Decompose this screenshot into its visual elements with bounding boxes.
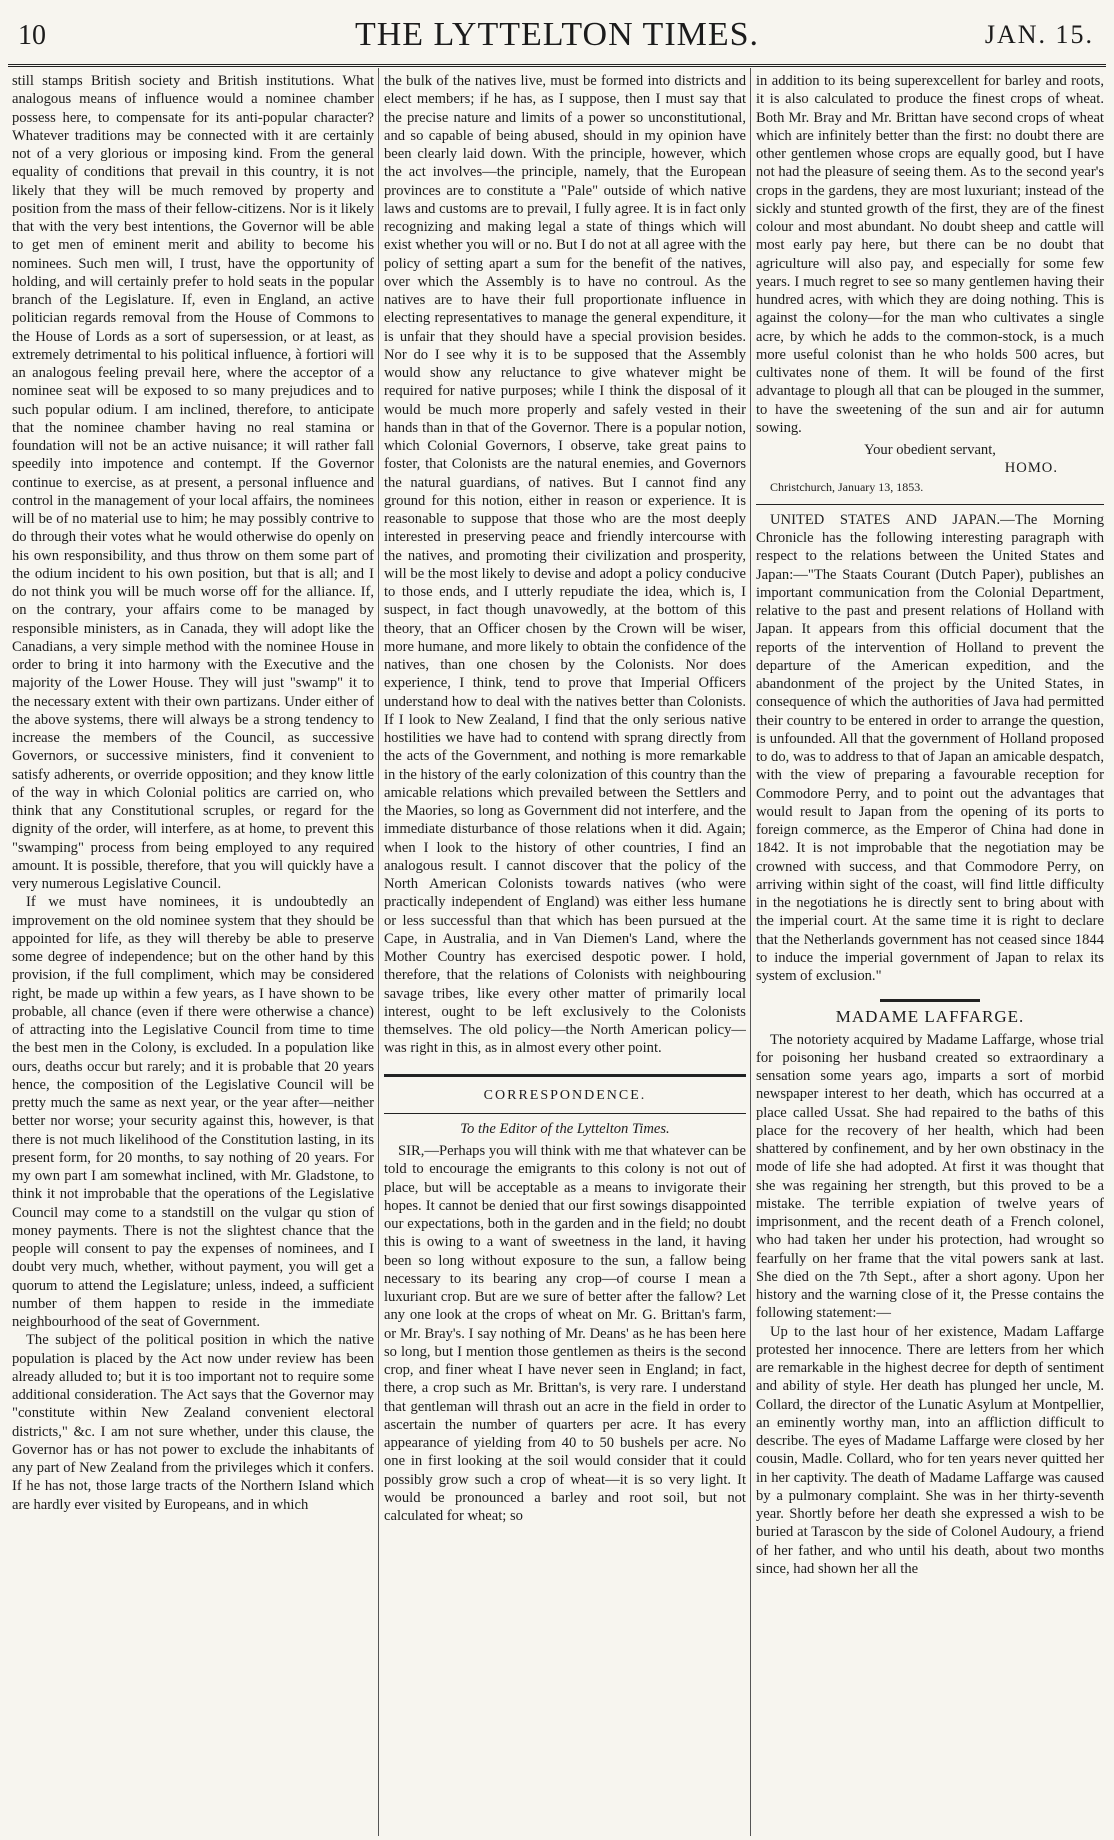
column-divider <box>378 68 379 1836</box>
article-paragraph: The notoriety acquired by Madame Laffarge, whose trial for poisoning her husband created so extraordinary a sensation some years ago, imparts a sort of morbid newspaper interest to her death, which has occurred at a place called Ussat. She had repaired to the baths of this place for the recovery of her health, which had been shattered by confinement, and by her own obstinacy in the mode of life she had adopted. At first it was thought that she was regaining her strength, but this proved to be a mistake. The terrible expiation of twelve years of imprisonment, and the recent death of a French colonel, who had taken her under his protection, had wrought so fearfully on her frame that the vital powers sank at last. She died on the 7th Sept., after a short agony. Upon her history and the warning close of it, the Presse contains the following statement:— <box>756 1031 1104 1322</box>
heading-rule <box>384 1113 746 1114</box>
masthead-rule <box>8 64 1106 67</box>
news-item-body: —The Morning Chronicle has the following interesting paragraph with respect to the relations between the United States and Japan:—"The Staats Courant (Dutch Paper), publishes an important communication from the Colonial Department, relative to the past and present relations of Holland with Japan. It appears from this official document that the reports of the intervention of Holland to prevent the departure of the American expedition, and the abandonment of the project by the United States, in consequence of which the authorities of Java had permitted their country to be entered in order to arrange the question, is unfounded. All that the government of Holland proposed to do, was to address to that of Japan an amicable despatch, with the view of preparing a favourable reception for Commodore Perry, and to point out the advantages that would result to Japan from the opening of its ports to foreign commerce, as the Emperor of China had done in 1842. It is not improbable that the negotiation may be crowned with success, and that Commodore Perry, on arriving within sight of the coast, will find little difficulty in the negotiations he is directly sent to bring about with the imperial court. At the same time it is right to declare that the Netherlands government has not ceased since 1844 to induce the imperial government of Japan to relax its system of exclusion." <box>756 511 1104 984</box>
laffarge-heading: MADAME LAFFARGE. <box>835 1007 1025 1027</box>
news-item-label: UNITED STATES AND JAPAN. <box>770 511 1001 528</box>
column-2 <box>384 72 746 1836</box>
section-rule <box>880 999 980 1002</box>
news-item-us-japan <box>756 511 1104 986</box>
letter-paragraph: in addition to its being superexcellent for barley and roots, it is also calculated to produce the finest crops of wheat. Both Mr. Bray and Mr. Brittan have second crops of wheat which are infinitely better than the first: no doubt there are other gentlemen whose crops are equally good, but I have not had the pleasure of seeing them. As to the second year's crops in the gardens, they are most luxuriant; instead of the sickly and stunted growth of the first, they are of the finest colour and most abundant. No doubt sheep and cattle will most early pay here, but there can be no doubt that agriculture will also pay, and especially for some few years. I much regret to see so many gentlemen having their hundred acres, with which they are doing nothing. This is against the colony—for the man who cultivates a single acre, by which he adds to the common-stock, is a much more useful colonist than he who holds 500 acres, but cultivates none of them. It will be found of the first advantage to plough all that can be plouged in the summer, to have the sweetening of the sun and air for autumn sowing. <box>756 73 1104 436</box>
article-paragraph: The subject of the political position in which the native population is placed by the Act now under review has been already alluded to; but it is too important not to require some additional consideration. The Act says that the Governor may "constitute within New Zealand convenient electoral districts," &c. I am not sure whether, under this clause, the Governor has or has not power to exclude the inhabitants of any part of New Zealand from the privileges which it confers. If he has not, those large tracts of the Northern Island which are hardly ever visited by Europeans, and in which <box>12 1332 374 1513</box>
section-rule <box>384 1074 746 1077</box>
letter-paragraph: SIR,—Perhaps you will think with me that whatever can be told to encourage the emigrants to this colony is not out of place, but will be acceptable as a means to invigorate their hopes. It cannot be denied that our first sowings disappointed our expectations, both in the garden and in the field; no doubt this is owing to a want of sweetness in the land, it having been so long without exposure to the sun, a fallow being necessary to its bearing any crop—of course I mean a luxuriant crop. But are we sure of better after the fallow? Let any one look at the crops of wheat on Mr. G. Brittan's farm, or Mr. Bray's. I say nothing of Mr. Deans' as he has been here so long, but I mention those gentlemen as theirs is the second crop, and finer wheat I have never seen in England; in fact, there, a crop such as Mr. Brittan's, is very rare. I understand that gentleman will thrash out an acre in the field in order to ascertain the number of quarters per acre. It has every appearance of yielding from 40 to 50 bushels per acre. No one in first looking at the soil would consider that it could possibly grow such a crop of wheat—it is so very light. It would be pronounced a barley and root soil, but not calculated for wheat; so <box>384 1143 746 1524</box>
letter-addressee: To the Editor of the Lyttelton Times. <box>460 1120 670 1137</box>
column-1 <box>12 72 374 1836</box>
section-rule <box>756 504 1104 505</box>
column-divider <box>750 68 751 1836</box>
newspaper-title: THE LYTTELTON TIMES. <box>354 16 760 53</box>
correspondence-heading: CORRESPONDENCE. <box>483 1087 647 1103</box>
article-paragraph: If we must have nominees, it is undoubtedly an improvement on the old nominee system that they should be appointed for life, as they will thereby be able to preserve some degree of independence; but on the other hand by this provision, if the full compliment, which may be considered right, be made up within a few years, as I have shown to be probable, all chance (even if there were otherwise a chance) of attracting into the Legislative Council from time to time the best men in the Colony, is excluded. In a population like ours, deaths occur but rarely; and it is probable that 20 years hence, the composition of the Legislative Council will be pretty much the same as next year, or the year after—neither better nor worse; your security against this, however, is that there is not much likelihood of the Constitution lasting, in its present form, for 20 months, to say nothing of 20 years. For my own part I am somewhat inclined, with Mr. Gladstone, to think it not improbable that the operations of the Legislative Council may come to a standstill on the vulgar qu stion of money payments. There is not the slightest chance that the people will consent to pay the expenses of nominees, and I doubt very much, whether, without payment, you will get a quorum to attend the Legislature; unless, indeed, a sufficient number of them happen to reside in the immediate neighbourhood of the seat of Government. <box>12 894 374 1330</box>
column-3 <box>756 72 1104 1836</box>
article-paragraph: Up to the last hour of her existence, Madam Laffarge protested her innocence. There are letters from her which are remarkable in the highest decree for depth of sentiment and ability of style. Her death has plunged her uncle, M. Collard, the director of the Lunatic Asylum at Montpellier, an eminently worthy man, into an affliction difficult to describe. The eyes of Madame Laffarge were closed by her cousin, Madle. Collard, who for ten years never quitted her in her captivity. The death of Madame Laffarge was caused by a pulmonary complaint. She was in her thirty-seventh year. Shortly before her death she expressed a wish to be buried at Tarascon by the side of Colonel Audoury, a friend of her father, and who until his death, about two months since, had shown her all the <box>756 1323 1104 1577</box>
masthead <box>8 16 1106 64</box>
letter-signer: HOMO. <box>1004 460 1058 477</box>
article-paragraph: still stamps British society and British institutions. What analogous means of influence would a nominee chamber possess here, to compensate for its anti-popular character? Whatever traditions may be connected with it are certainly not of a very glorious or imposing kind. From the general equality of conditions that prevail in this country, it is not likely that they will be much removed by property and position from the mass of their fellow-citizens. Nor is it likely that with the very best intentions, the Governor will be able to get men of eminent merit and ability to become his nominees. Such men will, I trust, have the opportunity of holding, and will certainly prefer to hold seats in the popular branch of the Legislature. If, even in England, an active politician regards removal from the House of Commons to the House of Lords as a sort of supersession, or at least, as extremely detrimental to his political influence, à fortiori will an analogous feeling prevail here, where the acceptor of a nominee seat will be exposed to so many prejudices and to such popular odium. I am inclined, therefore, to anticipate that the nominee chamber having no real stamina or foundation will not be an active nuisance; it will rather fall speedily into impotence and contempt. If the Governor continue to exercise, as at present, a personal influence and control in the management of your local affairs, the nominees will be of no material use to him; he may possibly contrive to do through their votes what he would otherwise do openly on his own responsibility, and thus throw on them some part of the odium incident to his own position, but that is all; and I do not think you will be much worse off for the alliance. If, on the contrary, your affairs come to be managed by responsible ministers, as in Canada, they will adopt like the Canadians, a very simple method with the nominee House in order to bring it into harmony with the Executive and the majority of the Lower House. They will just "swamp" it to the necessary extent with their own partizans. Under either of the above systems, there will always be a strong tendency to increase the members of the Council, as successive Governors, or successive ministers, find it convenient to satisfy adherents, or override opposition; and they know little of the way in which Colonial politics are carried on, who think that any Constitutional scruples, or regard for the dignity of the order, will interfere, as at home, to prevent this "swamping" process from being employed to any required amount. It is possible, therefore, that you will quickly have a very numerous Legislative Council. <box>12 73 374 892</box>
letter-dateline: Christchurch, January 13, 1853. <box>770 479 924 494</box>
page-number: 10 <box>18 20 46 51</box>
issue-date: JAN. 15. <box>984 20 1094 49</box>
article-paragraph: the bulk of the natives live, must be formed into districts and elect members; if he has, as I suppose, then I must say that the precise nature and limits of a power so unconstitutional, and so capable of being abused, should in my opinion have been clearly laid down. With the principle, however, which the act involves—the principle, namely, that the European provinces are to constitute a "Pale" outside of which native laws and customs are to prevail, I fully agree. It is in fact only recognizing and making legal a state of things which will exist whether you will or no. But I do not at all agree with the policy of setting apart a sum for the benefit of the natives, over which the Assembly is to have no controul. As the natives are to have their full proportionate influence in electing representatives to manage the general expenditure, it is unfair that they should have a special provision besides. Nor do I see why it is to be supposed that the Assembly would show any reluctance to give whatever might be required for native purposes; while I think the disposal of it would be much more properly and safely vested in their hands than in that of the Governor. There is a popular notion, which Colonial Governors, I observe, take great pains to foster, that Colonists are the natural enemies, and Governors the natural guardians, of natives. But I cannot find any ground for this notion, either in reason or experience. It is reasonable to suppose that those who are the most deeply interested in preserving peace and friendly intercourse with the natives, and promoting their civilization and prosperity, will be the most likely to devise and adopt a policy conducive to those ends, and I utterly repudiate the idea, which is, I suspect, in fact though unavowedly, at the bottom of this theory, that an Officer chosen by the Crown will be wiser, more humane, and more likely to obtain the confidence of the natives, than one chosen by the Colonists. Nor does experience, I think, tend to prove that Imperial Officers understand how to deal with the natives better than Colonists. If I look to New Zealand, I find that the only serious native hostilities we have had to contend with sprang directly from the acts of the Government, and nothing is more remarkable in the history of the early colonization of this country than the amicable relations which prevailed between the Settlers and the Maories, so long as Government did not interfere, and the immediate disturbance of those relations when it did. Again; when I look to the history of other countries, I find an analogous result. I cannot discover that the policy of the North American Colonists towards natives (who were practically independent of England) was either less humane or less successful than that which has been pursued at the Cape, in Australia, and in Van Diemen's Land, where the Mother Country has exercised despotic power. I hold, therefore, that the relations of Colonists with neighbouring savage tribes, like every other matter of primarily local interest, ought to be left exclusively to the Colonists themselves. The old policy—the North American policy—was right in this, as in almost every other point. <box>384 73 746 1057</box>
letter-closing: Your obedient servant, <box>864 442 996 458</box>
